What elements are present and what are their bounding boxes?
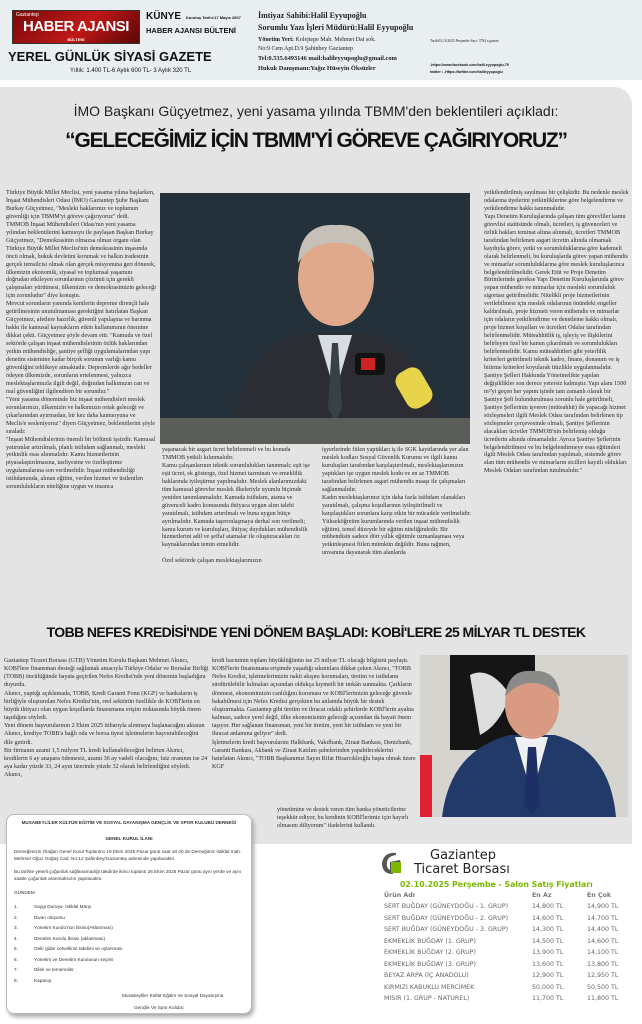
- agenda-text: Denetim Kurulu İbrası (aklanması): [34, 935, 106, 941]
- paragraph: Bir firmanın azami 1,5 milyon TL kredi kullanabileceğini belirten Akıncı, kredilerin 6 ay anapara ödemesiz, azami 36 ay vadeli olacağını, faiz oranının ise 24 aya kadar yüzde 33, 24 ayın üzerinde yüzde 32 olarak belirlendiğini söyledi. Akıncı,: [4, 747, 208, 779]
- article1-column-3: [322, 447, 472, 558]
- price-max: 12,950 TL: [587, 972, 619, 979]
- gaziantep-ticaret-borsasi-logo: [378, 850, 404, 876]
- legal-advisor: Hukuk Danışmanı:Yağız Hüseyin Öksüzler: [258, 65, 376, 72]
- agenda-item: [14, 967, 214, 978]
- general-assembly-notice: [6, 814, 252, 1014]
- product-name: MISIR (1. GRUP - NATUREL): [384, 995, 470, 1002]
- address-line-1: [258, 37, 376, 43]
- product-name: SERT BUĞDAY (GÜNEYDOĞU - 2. GRUP): [384, 914, 509, 922]
- price-min: 14,800 TL: [532, 903, 564, 910]
- article1-headline: “GELECEĞİMİZ İÇİN TBMM'Yİ GÖREVE ÇAĞIRIYORUZ”: [65, 129, 567, 152]
- article2-column-2-end: yönetimine ve destek veren tüm banka yöneticilerine teşekkür ediyor, bu kredinin KOBİ'lerimiz için hayırlı olmasını diliyorum" ifadelerini kullandı.: [277, 807, 409, 830]
- product-name: EKMEKLİK BUĞDAY (1. GRUP): [384, 937, 476, 945]
- subscription-prices: Yıllık: 1.400 TL-6 Aylık 600 TL- 3 Aylık 320 TL: [70, 68, 192, 74]
- tagline: YEREL GÜNLÜK SİYASİ GAZETE: [8, 49, 212, 64]
- price-min: 13,900 TL: [532, 949, 564, 956]
- agenda-item: [14, 904, 214, 915]
- paragraph: işyerlerinde fiilen yaptıkları iş ile SGK kayıtlarında yer alan meslek kodları Sosyal Güvenlik Kurumu ve ilgili kamu kuruluşları tarafından karşılaştırılmalı, meslektaşlarımızın yaptıkları işe uygun meslek kodu ve en az TMMOB tarafından belirlenen asgari mühendis maaşı ile çalışmaları sağlanmalıdır.: [322, 447, 469, 493]
- paragraph: Türkiye Büyük Millet Meclisi, yeni yasama yılına başlarken, İnşaat Mühendisleri Odası (İMO) Gaziantep Şube Başkanı Burkay Güçyetmez, "Mesleki haklarımız ve toplumun güvenliği için TBMM'yi göreve çağırıyoruz" dedi.: [6, 190, 155, 220]
- product-name: EKMEKLİK BUĞDAY (2. GRUP): [384, 949, 476, 956]
- agenda-number: 7.: [14, 967, 18, 972]
- paragraph: Yükseköğretim kurumlarında verilen inşaat mühendislik eğitimi, temel düzeyde bir eğitim niteliğindedir. Bir mühendisin sadece dört yıllık eğitimle uzmanlaşması veya yetkinleşmesi fiilen mümkün değildir. Buna rağmen, unvanına dayanarak tüm alanlarda: [322, 518, 465, 557]
- paragraph: Özel sektörde çalışan meslektaşlarımızın: [162, 558, 262, 565]
- editor: Sorumlu Yazı İşleri Müdürü:Halil Eyyupoğlu: [258, 23, 414, 32]
- owner: İmtiyaz Sahibi:Halil Eyyupoğlu: [258, 11, 367, 20]
- agenda-item: [14, 915, 214, 926]
- notice-signature-2: Gençlik Ve Spor Kulubü: [134, 1005, 184, 1010]
- price-min: 14,600 TL: [532, 914, 564, 922]
- agenda-list: [14, 904, 214, 988]
- price-table-title: 02.10.2025 Perşembe - Salon Satış Fiyatları: [400, 880, 593, 889]
- price-max: 13,800 TL: [587, 960, 619, 968]
- price-max: 14,700 TL: [587, 914, 619, 922]
- product-name: EKMEKLİK BUĞDAY (3. GRUP): [384, 960, 476, 968]
- paragraph: Kamu çalışanlarının teknik sorumlulukları tanınmalı; eşit işe eşit ücret, ek gösterge, özel hizmet tazminatı ve emeklilik haklarında iyileştirme yapılmalıdır. Meslek alanlarımızdaki tüm kamusal görevler meslek ilkeleriyle uyumlu biçimde yeniden tanımlanmalıdır. Kamuda istihdam, atama ve güvenceli kadro konusunda ihtiyaca uygun alım talebi yaratılmalı, istihdam artırılmalı ve buna uygun bütçe ayrılmalıdır. Kamuda taşeronlaşmaya derhal son verilmeli; kamu kurum ve kuruluşları, ihtiyaç duydukları mühendislik hizmetlerini adil ve şeffaf atamalar ile oluşturacakları öz kaynaklarından temin etmelidir.: [162, 462, 310, 549]
- agenda-text: Yönetim Kurulu'nun İbrası(Aklanması): [34, 925, 113, 930]
- paragraph: KOBİ'lerin finansmana erişimde yaşadığı sıkıntılara dikkat çeken Akıncı, "TOBB Nefes Kredisi, işletmelerimizin nakit akışını korumaları, üretim ve istihdamı sürdürülebilir kılmaları açısından oldukça kıymetli bir imkân sunmakta. Çarkların dönmesi, ekonomimizin canlılığını koruması ve KOBİ'lerimizin geleceğe güvenle bakabilmesi için Nefes Kredisi gerçekten bu anlamda büyük bir destek oluşturmakta. Gaziantep gibi üretim ve ihracat odaklı şehirlerde KOBİ'lerin ayakta kalması, sadece yerel değil, ülke ekonomisinin geleceği açısından da hayati önem taşıyor. Her sağlanan finansman, yeni bir üretim, yeni bir istihdam ve yeni bir ihracat anlamına geliyor" dedi.: [212, 666, 414, 738]
- price-max: 14,600 TL: [587, 937, 619, 945]
- agenda-number: 3.: [14, 925, 18, 930]
- article1-column-2: [162, 447, 312, 566]
- paragraph: Yapı Denetim Kuruluşlarında çalışan tüm görevliler kamu görevlisi statüsünde olmalı, ücretleri, iş güvenceleri ve özlük hakları teminat altına alınmalı, ücretleri TMMOB tarafından belirlenen asgari ücretin altında olmamak kaydıyla görev, yetki ve sorumluluklarına göre kademeli olarak belirlenmeli, bu kuruluşlarda görev yapan mühendis ve mimarlar sorumluluklarına göre meslek kuruluşlarınca belgelendirilmelidir. Gerek Etüt ve Proje Denetim Birimlerinde gerekse Yapı Denetim Kuruluşlarında görev yapan mühendis ve mimarlar için mesleki sorumluluk sigortası getirilmelidir. Nitelikli proje hizmetlerinin verilebilmesi için meslek odalarının önündeki engeller kaldırılmalı, proje hizmeti veren mühendis ve mimarlar için odaların yetkilendirme ve denetleme hakkı olmalı, proje hizmet koşulları ve ücretleri Odalar tarafından belirlenmelidir. Müteahhitlik iş, işleyiş ve ilişkilerini belirleyen özel bir kanun çıkarılmalı ve sorumlulukları belirlenmelidir. Kamu müteahhitleri gibi yeterlilik kriterleri getirilmeli teknik kadro, finans, donanım ve iş bitirme kriterleri koyularak titizlikle uygulanmalıdır. Şantiye Şefleri Hakkında Yönetmelikte yapılan değişiklikler son derece yetersiz kalmıştır. Yapı alanı 1500 m²'yi geçen her yapım işinde tam zamanlı olarak bir Şantiye Şefi bulundurulması zorunlu hale getirilmeli, Şantiye Şeflerinin işveren (müteahhit) ile yapacağı hizmet sözleşmeleri ilgili Meslek Odası tarafından belirlenen tip sözleşmeler çerçevesinde olmalı, Şantiye Şeflerinin alacakları ücretler TMMOB'nin belirlemiş olduğu ücretlerin altında olmamalıdır. Ayrıca Şantiye Şeflerinin belgelendirilmesi ve bu belgelendirmeye esas eğitimleri ilgili Meslek Odası tarafından yapılmalı, sistemde görev alan tüm mühendis ve mimarların sicilleri kayıtlı oldukları Meslek Odaları tarafından tutulmalıdır.": [484, 213, 629, 475]
- bulletin-name: HABER AJANSI BÜLTENİ: [146, 26, 237, 35]
- column-header-product: Ürün Adı: [384, 892, 415, 899]
- paragraph: Gaziantep Ticaret Borsası (GTB) Yönetim Kurulu Başkanı Mehmet Akıncı, KOBİ'lere finansman desteği sağlamak amacıyla Türkiye Odalar ve Borsalar Birliği (TOBB) öncülüğünde hayata geçirilen Nefes Kredisi'nde yeni dönemin başladığını duyurdu.: [4, 658, 209, 689]
- notice-organization: MUSABEYLİLER KÜLTÜR EĞİTİM VE SOSYAL DAYANIŞMA GENÇLİK VE SPOR KULUBÜ DERNEĞİ: [21, 820, 237, 825]
- price-table-header: [384, 892, 634, 901]
- logo-main-text: HABER AJANSI: [23, 18, 129, 35]
- article2-column-2: [212, 657, 416, 771]
- price-max: 11,800 TL: [587, 995, 619, 1002]
- agenda-number: 6.: [14, 956, 18, 962]
- product-name: KIRMIZI KABUKLU MERCİMEK: [384, 983, 475, 991]
- paragraph: Mevcut sorunların yanında kentlerin depreme dirençli hale getirilmesinin unutulmaması gerektiğini hatırlatan Başkan Güçyetmez, afetlere hazırlık, güvenli yapılaşma ve barınma hakkı ile kamusal kaynakların etkin kullanımının önemine dikkat çekti. Güçyetmez şöyle devam etti: "Kamuda ve özel sektörde çalışan inşaat mühendislerinin özlük haklarından yetkin mühendisliğe, şantiye şefliği uygulamalarından yapı denetim sistemine kadar birçok sorunun varlığı kamu güvenliğini tehlikeye atmaktadır. Depremlerde ağır bedeller ödeyen ülkemizde, sorunların ertelenmesi, yalnızca meslektaşlarımızla ilgili değil, doğrudan halkımızın can ve mal güvenliğini ilgilendiren bir sorundur.": [6, 301, 153, 395]
- price-row: [384, 984, 634, 993]
- price-min: 50,000 TL: [532, 983, 564, 991]
- agenda-title: GÜNDEM: [14, 890, 35, 895]
- paragraph: TMMOB İnşaat Mühendisleri Odası'nın yeni yasama yılından beklentilerini kamuoyu ile paylaşan Başkan Burkay Güçyetmez, "Demokrasinin olmazsa olmaz organı olan Türkiye Büyük Millet Meclisi'nin demokrasinin inşasında öncü olmak, hukuk devletini korumak ve halkın iradesinin gerçek temsilcisi olmak olan gerçek misyonuna geri dönerek, ülkemizin ekonomik, siyasal ve toplumsal yaşamını doğrudan etkileyen sorunlarının çözümü için gerekli çalışmaları yürütmesi, ülkemizin ve demokrasimizin geleceği için zorunludur" diye konuştu.: [6, 221, 156, 300]
- agenda-item: [14, 978, 214, 989]
- haber-ajansi-logo: [12, 10, 140, 44]
- agenda-item: [14, 936, 214, 947]
- facebook-link[interactable]: -https://www.facebook.com/halil.eyyupoglu.75: [430, 63, 509, 67]
- paragraph: yaşanacak bir asgari ücret belirlenmeli ve bu konuda TMMOB yetkili kılınmalıdır.: [162, 447, 291, 461]
- speaker-photo-illustration: [160, 193, 470, 444]
- issue-date: Tarih:02.10.2025 Perşembe Sayı: 3794 a gazete: [430, 39, 499, 43]
- price-min: 14,300 TL: [532, 926, 564, 933]
- article2-headline: TOBB NEFES KREDİSİ'NDE YENİ DÖNEM BAŞLADI: KOBİ'LERE 25 MİLYAR TL DESTEK: [46, 624, 586, 640]
- column-header-max: En Çok: [587, 892, 612, 899]
- article2-column-1: [4, 657, 209, 779]
- address-line-2: No:9 Cem Apt.D.9 Şahinbey Gaziantep: [258, 46, 353, 52]
- article1-column-4: [484, 190, 629, 476]
- price-min: 12,900 TL: [532, 972, 564, 979]
- paragraph: Yeni dönem başvurularının 2 Ekim 2025 itibarıyla alınmaya başlanacağını aktaran Akıncı, krediye TOBB'a bağlı oda ve borsa üyesi işletmelerin başvurabileceğini dile getirdi.: [4, 723, 205, 746]
- paragraph: İşletmelerin kredi başvurularını Halkbank, Vakıfbank, Ziraat Bankası, Denizbank, Garanti Bankası, Akbank ve Ziraat Katılım şubelerinden yapabileceklerini hatırlatan Akıncı, "TOBB Başkanımız Sayın Rifat Hisarcıklıoğlu başta olmak üzere KGF: [212, 739, 416, 771]
- price-row: [384, 926, 634, 935]
- photo-mehmet-akinci: [420, 655, 628, 817]
- address-label: Yönetim Yeri:: [258, 37, 294, 43]
- contact-info: Tel:0.535.6493146 mail:halileyyupoglu@gmail.com: [258, 55, 397, 62]
- column-header-min: En Az: [532, 892, 552, 899]
- paragraph: Akıncı, yaptığı açıklamada, TOBB, Kredi Garanti Fonu (KGF) ve bankaların iş birliğiyle oluşturulan Nefes Kredisi'nin, reel sektörün özellikle de KOBİ'lerin en büyük ihtiyacı olan uygun koşullarda finansmana erişim noktasında büyük önem taşıdığını söyledi.: [4, 690, 201, 722]
- address-text: Kolejtepe Mah. Mehmet Dai sok.: [293, 37, 376, 43]
- notice-signature-1: Musabeyliler Kültür Eğitim Ve Sosyal Dayanışma: [122, 993, 224, 998]
- agenda-text: Gelir gider cetvellinin takdimi ve oylanması: [34, 946, 123, 951]
- paragraph: yetkilendirilmiş sayılması bir çelişkidir. Bu nedenle meslek odalarına üyelerini yetkinliklerine göre belgelendirme ve yetkilendirme hakkı tanınmalıdır.: [484, 190, 629, 212]
- agenda-number: 2.: [14, 914, 18, 920]
- product-name: SERT BUĞDAY (GÜNEYDOĞU - 3. GRUP): [384, 926, 509, 933]
- price-row: [384, 903, 634, 912]
- price-row: [384, 938, 634, 947]
- price-row: [384, 949, 634, 958]
- brand-name-2: Ticaret Borsası: [414, 862, 510, 877]
- twitter-link[interactable]: twitter • -Https://twitter.com/halileyyupoglu: [430, 70, 503, 74]
- ticaret-borsasi-price-table: [374, 844, 636, 1022]
- article1-deck: İMO Başkanı Güçyetmez, yeni yasama yılında TBMM'den beklentileri açıkladı:: [73, 103, 559, 119]
- logo-sub-text: BÜLTENİ: [67, 37, 85, 42]
- price-max: 50,500 TL: [587, 983, 619, 991]
- notice-paragraph-1: Derneğimizin Olağan Genel Kurul Toplantısı 19 Ekim 2025 Pazar günü saat 18.00 de Derneğimiz İstiklal mah. Mehmet Oğuz Göğüş Cad. No:12 Şahinbey/Gaziantep adresinde yapılacaktır.: [14, 849, 242, 861]
- founded-date: Kuruluş Tarihi:17 Mayıs 2007: [186, 15, 241, 20]
- agenda-item: [14, 946, 214, 957]
- notice-paragraph-2: Bu tarihte yeterli çoğunluk sağlanamadığı takdirde ikinci toplantı 26 Ekim 2025 Pazar günü aynı yerde ve aynı saatte çoğunluk aranmaksızın yapılacaktır.: [14, 869, 242, 881]
- paragraph: "Yeni yasama döneminde biz inşaat mühendisleri meslek sorunlarımızı, ülkemizin ve halkımızın ortak geleceği ve çıkarlarından ayırmadan, bir kez daha kamuoyuna ve Meclis'e sesleniyoruz" diyen Güçyetmez, beklentilerini şöyle sıraladı:: [6, 396, 156, 435]
- price-max: 14,400 TL: [587, 926, 619, 933]
- price-row: [384, 915, 634, 924]
- product-name: SERT BUĞDAY (GÜNEYDOĞU - 1. GRUP): [384, 903, 509, 910]
- agenda-number: 4.: [14, 935, 18, 941]
- agenda-text: Yönetim ve Denetim Kurulunun seçimi: [34, 956, 114, 962]
- logo-top-text: Gaziantep: [16, 12, 39, 18]
- paragraph: kredi hacminin toplam büyüklüğünün ise 25 milyar TL olacağı bilgisini paylaştı.: [212, 658, 409, 664]
- agenda-text: Saygı Duruşu- İstiklal Marşı: [34, 904, 92, 909]
- price-max: 14,100 TL: [587, 949, 619, 956]
- article1-column-1: [6, 190, 156, 492]
- price-min: 14,500 TL: [532, 937, 564, 945]
- photo-burkay-gucyetmez: [160, 193, 470, 444]
- agenda-text: Kapanış: [34, 977, 52, 983]
- agenda-text: Divan oluşumu: [34, 914, 66, 920]
- brand-name-1: Gaziantep: [430, 848, 497, 863]
- price-max: 14,900 TL: [587, 903, 619, 910]
- product-name: BEYAZ ARPA (İÇ ANADOLU): [384, 972, 469, 979]
- price-row: [384, 995, 634, 1004]
- price-row: [384, 972, 634, 981]
- price-row: [384, 961, 634, 970]
- paragraph: Kadın meslektaşlarımız için daha fazla istihdam olanakları yaratılmalı, çalışma koşullarının iyileştirilmeli ve karşılaştıkları sorunlara karşı etkin bir mücadele verilmelidir.: [322, 494, 472, 517]
- kunye-label: KÜNYE: [146, 11, 182, 22]
- agenda-number: 8.: [14, 977, 18, 983]
- agenda-number: 1.: [14, 904, 18, 909]
- agenda-item: [14, 925, 214, 936]
- notice-title: GENEL KURUL İLANI: [105, 836, 153, 841]
- price-min: 11,700 TL: [532, 995, 564, 1002]
- agenda-number: 5.: [14, 946, 18, 951]
- agenda-text: Dilek ve temenniler: [34, 967, 74, 972]
- person-photo-illustration: [420, 655, 628, 817]
- masthead: [0, 0, 642, 80]
- price-min: 13,600 TL: [532, 960, 564, 968]
- paragraph: "İnşaat Mühendislerinin önemli bir bölümü işsizdir. Kamusal yatırımlar artırılmalı, planlı istihdam sağlanmalı, mesleki yetkinlik esas alınmalıdır. Kamu hizmetlerinin piyasalaştırılmasına, tasfiyesine ve özelleştirme uygulamalarına son verilmelidir. İnşaat mühendisliği istihdamında, alınan eğitim, verilen hizmet ve üstlenilen sorumlulukların niteliğine uygun ve insanca: [6, 436, 156, 491]
- agenda-item: [14, 957, 214, 968]
